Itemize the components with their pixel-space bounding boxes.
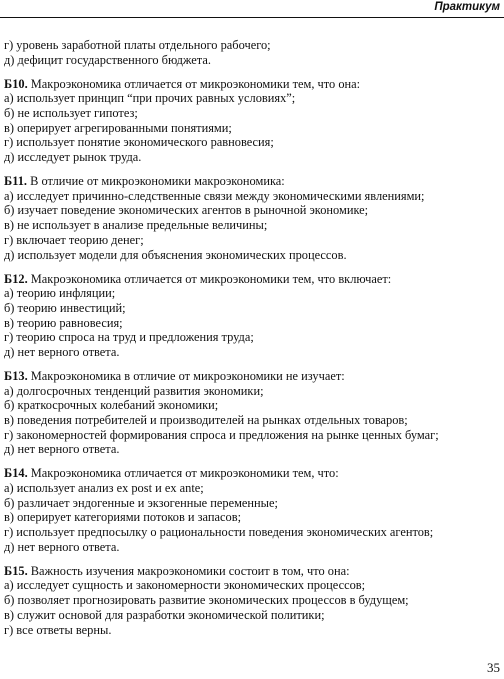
answer-option: а) исследует сущность и закономерности экономических процессов; bbox=[4, 578, 366, 593]
question-text: Важность изучения макроэкономики состоит в том, что она: bbox=[27, 563, 350, 578]
answer-option: г) включает теорию денег; bbox=[4, 232, 144, 247]
question-block bbox=[4, 466, 502, 554]
question-block bbox=[4, 77, 502, 165]
question-block bbox=[4, 564, 502, 637]
answer-option: а) использует анализ ex post и ex ante; bbox=[4, 481, 204, 496]
answer-option: д) нет верного ответа. bbox=[4, 344, 120, 359]
question-block bbox=[4, 38, 502, 67]
question-line bbox=[4, 77, 502, 92]
answer-option: в) не использует в анализе предельные величины; bbox=[4, 218, 268, 233]
question-label: Б10. bbox=[4, 76, 28, 91]
question-label: Б15. bbox=[4, 563, 28, 578]
question-line bbox=[4, 174, 502, 189]
answer-option: а) теорию инфляции; bbox=[4, 286, 116, 301]
question-text: Макроэкономика отличается от микроэкономики тем, что: bbox=[27, 466, 339, 481]
question-label: Б12. bbox=[4, 271, 28, 286]
answer-option: г) теорию спроса на труд и предложения труда; bbox=[4, 330, 254, 345]
question-label: Б13. bbox=[4, 368, 28, 383]
question-block bbox=[4, 174, 502, 262]
answer-option: г) использует понятие экономического равновесия; bbox=[4, 135, 274, 150]
answer-option: г) все ответы верны. bbox=[4, 622, 112, 637]
running-header-title: Практикум bbox=[434, 1, 500, 13]
answer-option: г) закономерностей формирования спроса и предложения на рынке ценных бумаг; bbox=[4, 427, 439, 442]
question-block bbox=[4, 369, 502, 457]
answer-option: б) различает эндогенные и экзогенные переменные; bbox=[4, 495, 278, 510]
answer-option: б) позволяет прогнозировать развитие экономических процессов в будущем; bbox=[4, 593, 409, 608]
answer-option: д) нет верного ответа. bbox=[4, 442, 120, 457]
question-text: Макроэкономика в отличие от микроэкономики не изучает: bbox=[27, 368, 345, 383]
answer-option: в) оперирует категориями потоков и запасов; bbox=[4, 510, 242, 525]
answer-option: д) исследует рынок труда. bbox=[4, 150, 142, 165]
question-line bbox=[4, 564, 502, 579]
answer-option: в) теорию равновесия; bbox=[4, 315, 123, 330]
answer-option: б) теорию инвестиций; bbox=[4, 300, 126, 315]
question-line bbox=[4, 369, 502, 384]
answer-option: д) дефицит государственного бюджета. bbox=[4, 52, 211, 67]
answer-option: б) не использует гипотез; bbox=[4, 106, 138, 121]
answer-option: б) изучает поведение экономических агентов в рыночной экономике; bbox=[4, 203, 369, 218]
answer-option: г) использует предпосылку о рациональности поведения экономических агентов; bbox=[4, 525, 434, 540]
answer-option: в) поведения потребителей и производителей на рынках отдельных товаров; bbox=[4, 413, 408, 427]
page-content bbox=[4, 38, 502, 637]
question-label: Б11. bbox=[4, 174, 27, 189]
answer-option: а) исследует причинно-следственные связи между экономическими явлениями; bbox=[4, 188, 425, 203]
answer-option: б) краткосрочных колебаний экономики; bbox=[4, 398, 219, 413]
answer-option: г) уровень заработной платы отдельного рабочего; bbox=[4, 38, 271, 52]
question-label: Б14. bbox=[4, 466, 28, 481]
question-text: Макроэкономика отличается от микроэкономики тем, что включает: bbox=[27, 271, 392, 286]
page-number: 35 bbox=[487, 660, 500, 675]
answer-option: в) оперирует агрегированными понятиями; bbox=[4, 120, 232, 135]
header-rule bbox=[0, 17, 504, 18]
question-text: В отличие от микроэкономики макроэкономика: bbox=[27, 174, 285, 189]
question-line bbox=[4, 466, 502, 481]
question-line bbox=[4, 272, 502, 287]
question-block bbox=[4, 272, 502, 360]
answer-option: а) долгосрочных тенденций развития экономики; bbox=[4, 383, 264, 398]
question-text: Макроэкономика отличается от микроэкономики тем, что она: bbox=[27, 76, 361, 91]
answer-option: в) служит основой для разработки экономической политики; bbox=[4, 607, 325, 622]
answer-option: д) нет верного ответа. bbox=[4, 539, 120, 554]
answer-option: а) использует принцип “при прочих равных условиях”; bbox=[4, 91, 296, 106]
answer-option: д) использует модели для объяснения экономических процессов. bbox=[4, 247, 347, 262]
